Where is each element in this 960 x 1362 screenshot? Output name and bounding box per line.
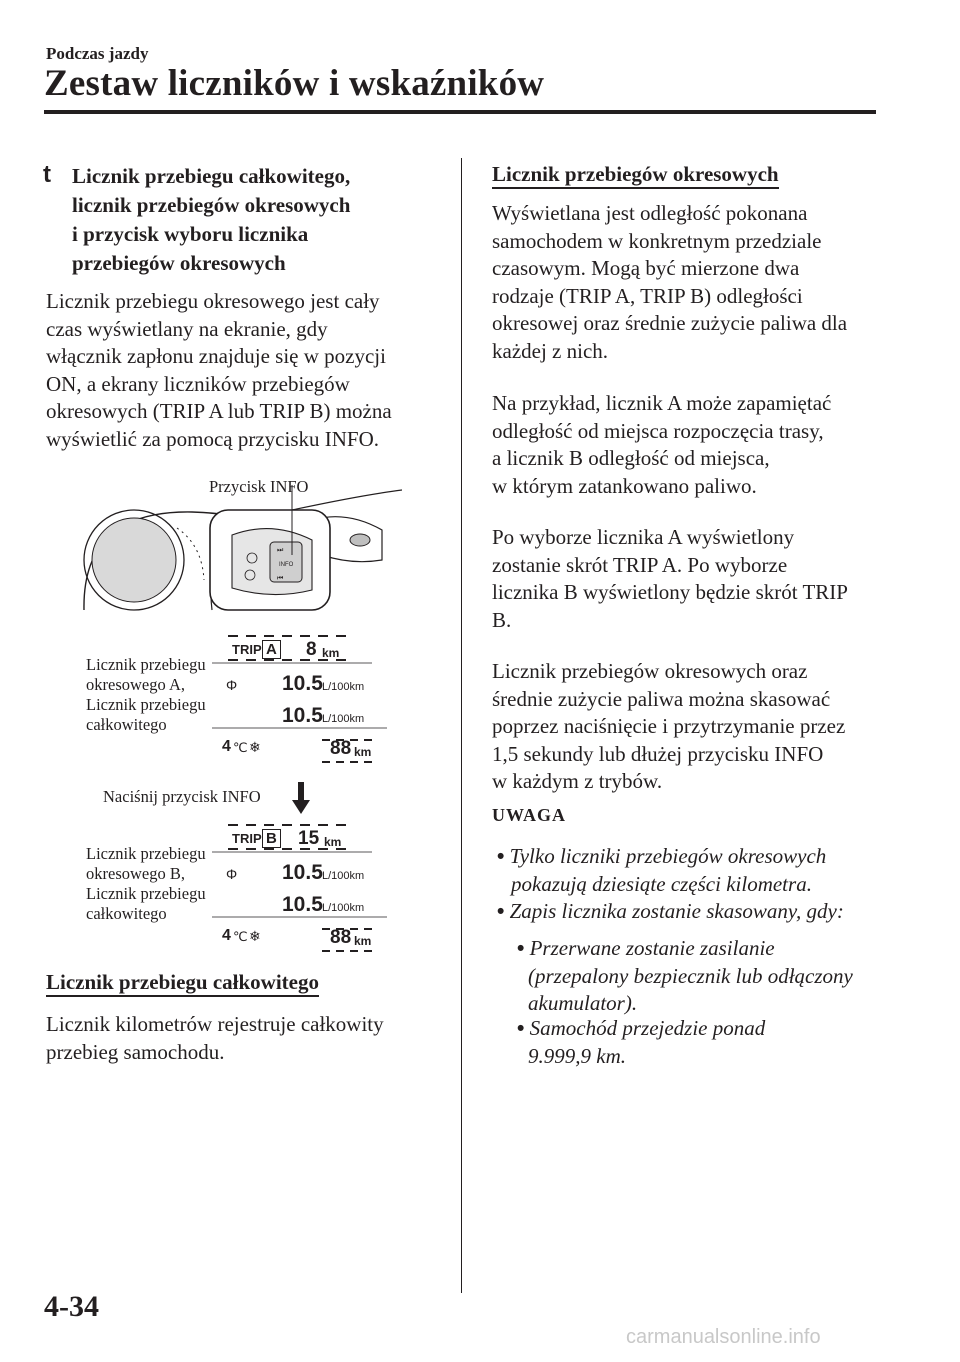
section-heading: Licznik przebiegu całkowitego, licznik przebiegów okresowych i przycisk wyboru licznika przebiegów okresowych [72, 164, 351, 275]
odo-value-a: 88 [330, 738, 352, 759]
fuel-value-b-2: 10.5 [282, 893, 323, 916]
trip-word-b: TRIP [232, 831, 262, 846]
section-label: Podczas jazdy [46, 44, 149, 63]
page-number: 4-34 [44, 1290, 99, 1323]
trip-paragraph-4: Licznik przebiegów okresowych oraz średnie zużycie paliwa można skasować poprzez naciśnięcie i przytrzymanie przez 1,5 sekundy lub dłużej przycisku INFO w każdym z trybów. [492, 659, 846, 793]
fuel-unit-b-1: L/100km [322, 870, 365, 882]
press-info-label: Naciśnij przycisk INFO [103, 787, 261, 806]
svg-text:⏮: ⏮ [277, 575, 284, 582]
note-title: UWAGA [492, 805, 567, 825]
trip-letter-b: B [262, 829, 281, 848]
temp-b: 4 [222, 927, 231, 944]
odometer-heading: Licznik przebiegu całkowitego [46, 970, 319, 995]
odo-unit-b: km [354, 934, 372, 948]
note-item-1: • Tylko liczniki przebiegów okresowych pokazują dziesiąte części kilometra. [497, 844, 827, 896]
note-item-2: • Zapis licznika zostanie skasowany, gdy: [497, 899, 844, 923]
temp-a: 4 [222, 738, 231, 755]
snowflake-icon: ❄ [249, 928, 261, 944]
svg-text:⏭: ⏭ [277, 547, 284, 554]
trip-display-a [212, 630, 387, 765]
note-subitem-1: • Przerwane zostanie zasilanie (przepalony bezpiecznik lub odłączony akumulator). [517, 936, 853, 1015]
trip-word-a: TRIP [232, 642, 262, 657]
fuel-pump-icon: Φ [226, 677, 238, 693]
bullet-icon: • [497, 900, 505, 923]
display-b-label: Licznik przebiegu okresowego B, Licznik przebiegu całkowitego [86, 844, 206, 923]
trip-value-a: 8 [306, 639, 317, 660]
svg-text:INFO: INFO [279, 562, 294, 568]
fuel-pump-icon: Φ [226, 866, 238, 882]
trip-paragraph-2: Na przykład, licznik A może zapamiętać odległość od miejsca rozpoczęcia trasy, a licznik B odległość od miejsca, w którym zatankowano paliwo. [492, 391, 832, 498]
bullet-icon: • [517, 1017, 525, 1040]
display-a-label: Licznik przebiegu okresowego A, Licznik przebiegu całkowitego [86, 655, 206, 734]
trip-meter-heading: Licznik przebiegów okresowych [492, 162, 779, 187]
trip-value-b: 15 [298, 828, 320, 849]
trip-letter-a: A [262, 640, 281, 659]
section-bullet-icon: t [43, 161, 51, 188]
fuel-unit-a-2: L/100km [322, 713, 365, 725]
fuel-value-b-1: 10.5 [282, 861, 323, 884]
note-subitem-2: • Samochód przejedzie ponad 9.999,9 km. [517, 1016, 766, 1068]
trip-unit-a: km [322, 646, 340, 660]
snowflake-icon: ❄ [249, 739, 261, 755]
column-divider [461, 158, 462, 1293]
odo-value-b: 88 [330, 927, 352, 948]
odometer-paragraph: Licznik kilometrów rejestruje całkowity przebieg samochodu. [46, 1012, 384, 1064]
trip-paragraph-3: Po wyborze licznika A wyświetlony zostanie skrót TRIP A. Po wyborze licznika B wyświetlony będzie skrót TRIP B. [492, 525, 848, 632]
steering-wheel-illustration [82, 470, 402, 615]
trip-paragraph-1: Wyświetlana jest odległość pokonana samochodem w konkretnym przedziale czasowym. Mogą być mierzone dwa rodzaje (TRIP A, TRIP B) odległości okresowej oraz średnie zużycie paliwa dla każdej z nich. [492, 201, 848, 363]
down-arrow-icon [290, 782, 312, 816]
bullet-icon: • [517, 937, 525, 960]
trip-display-b [212, 819, 387, 954]
title-rule [44, 110, 876, 114]
temp-unit-a: ℃ [233, 740, 248, 755]
fuel-unit-a-1: L/100km [322, 681, 365, 693]
info-button-callout: Przycisk INFO [209, 477, 309, 496]
fuel-value-a-1: 10.5 [282, 672, 323, 695]
odo-unit-a: km [354, 745, 372, 759]
trip-unit-b: km [324, 835, 342, 849]
bullet-icon: • [497, 845, 505, 868]
fuel-unit-b-2: L/100km [322, 902, 365, 914]
intro-paragraph: Licznik przebiegu okresowego jest cały czas wyświetlany na ekranie, gdy włącznik zapłonu znajduje się w pozycji ON, a ekrany liczników przebiegów okresowych (TRIP A lub TRIP B) można wyświetlić za pomocą przycisku INFO. [46, 289, 392, 451]
page-title: Zestaw liczników i wskaźników [44, 63, 545, 104]
fuel-value-a-2: 10.5 [282, 704, 323, 727]
temp-unit-b: ℃ [233, 929, 248, 944]
watermark: carmanualsonline.info [626, 1326, 821, 1348]
